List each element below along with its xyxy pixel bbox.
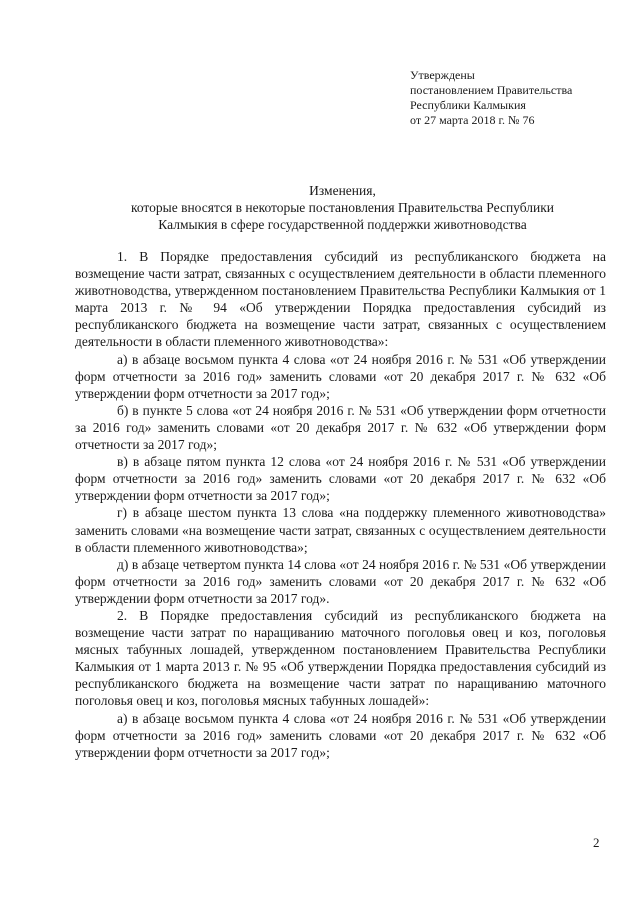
page-number: 2 xyxy=(593,835,600,850)
paragraph: а) в абзаце восьмом пункта 4 слова «от 24 ноября 2016 г. № 531 «Об утверждении форм отчетности за 2016 год» заменить словами «от 20 декабря 2017 г. № 632 «Об утверждении форм отчетности за 2017 год»; xyxy=(75,351,606,401)
document-title xyxy=(75,182,610,233)
approval-line: постановлением Правительства xyxy=(410,83,573,97)
title-line: Калмыкия в сфере государственной поддержки животноводства xyxy=(158,217,527,232)
approval-line: Утверждены xyxy=(410,68,475,82)
approval-line: Республики Калмыкия xyxy=(410,98,526,112)
paragraph: б) в пункте 5 слова «от 24 ноября 2016 г. № 531 «Об утверждении форм отчетности за 2016 год» заменить словами «от 20 декабря 2017 г. № 632 «Об утверждении форм отчетности за 2017 год»; xyxy=(75,402,606,453)
document-body xyxy=(75,248,606,761)
paragraph: в) в абзаце пятом пункта 12 слова «от 24 ноября 2016 г. № 531 «Об утверждении форм отчетности за 2016 год» заменить словами «от 20 декабря 2017 г. № 632 «Об утверждении форм отчетности за 2017 год»; xyxy=(75,454,606,504)
paragraph: 1. В Порядке предоставления субсидий из республиканского бюджета на возмещение части затрат, связанных с осуществлением деятельности в области племенного животноводства, утвержденном постановлением Правительства Республики Калмыкия от 1 марта 2013 г. № 94 «Об утверждении Порядка предоставления субсидий из республиканского бюджета на возмещение части затрат, связанных с осуществлением деятельности в области племенного животноводства»: xyxy=(75,249,606,350)
title-line: которые вносятся в некоторые постановления Правительства Республики xyxy=(130,200,555,215)
paragraph: а) в абзаце восьмом пункта 4 слова «от 24 ноября 2016 г. № 531 «Об утверждении форм отчетности за 2016 год» заменить словами «от 20 декабря 2017 г. № 632 «Об утверждении форм отчетности за 2017 год»; xyxy=(75,710,606,760)
paragraph: 2. В Порядке предоставления субсидий из республиканского бюджета на возмещение части затрат по наращиванию маточного поголовья овец и коз, поголовья мясных табунных лошадей, утвержденном постановлением Правительства Республики Калмыкия от 1 марта 2013 г. № 95 «Об утверждении Порядка предоставления субсидий из республиканского бюджета на возмещение части затрат по наращиванию маточного поголовья овец и коз, поголовья мясных табунных лошадей»: xyxy=(75,607,606,709)
approval-stamp xyxy=(410,68,572,128)
paragraph: д) в абзаце четвертом пункта 14 слова «от 24 ноября 2016 г. № 531 «Об утверждении форм отчетности за 2016 год» заменить словами «от 20 декабря 2017 г. № 632 «Об утверждении форм отчетности за 2017 год». xyxy=(75,556,606,606)
title-line: Изменения, xyxy=(309,183,376,198)
paragraph: г) в абзаце шестом пункта 13 слова «на поддержку племенного животноводства» заменить словами «на возмещение части затрат, связанных с осуществлением деятельности в области племенного животноводства»; xyxy=(75,505,606,555)
approval-line: от 27 марта 2018 г. № 76 xyxy=(410,113,535,127)
